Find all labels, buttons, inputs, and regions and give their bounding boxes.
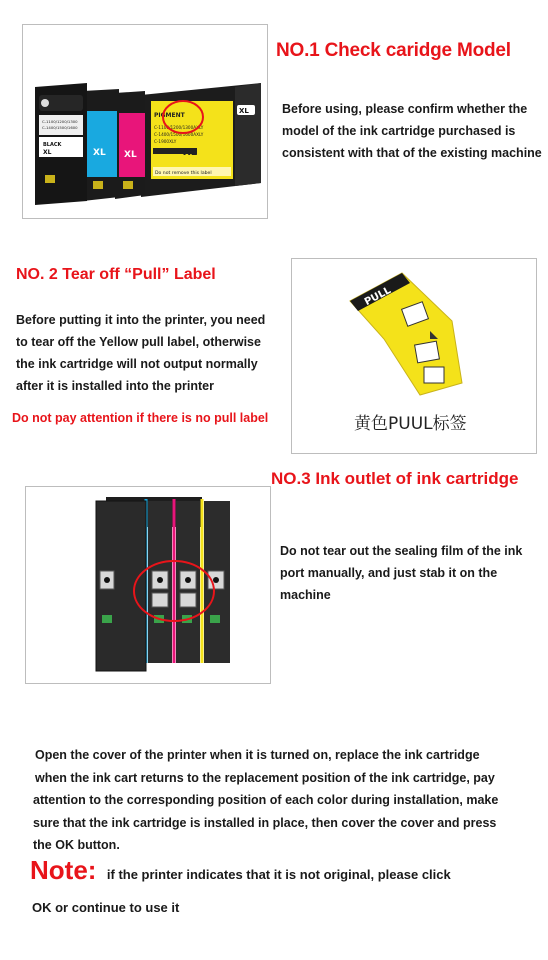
section3-line: Do not tear out the sealing film of the ink <box>280 544 523 558</box>
section1-line: Before using, please confirm whether the <box>282 102 528 116</box>
black-cartridge-graphic <box>35 83 87 205</box>
cartridge-set-illustration <box>23 25 267 218</box>
section1-text <box>282 98 542 164</box>
note-row <box>30 855 451 886</box>
pull-text: PULL <box>362 285 393 308</box>
install-instructions <box>33 744 543 857</box>
svg-text:C-1400/1500/1600AXLY: C-1400/1500/1600AXLY <box>154 132 204 137</box>
note-text: if the printer indicates that it is not original, please click <box>106 867 451 882</box>
svg-text:XL: XL <box>93 148 106 158</box>
svg-text:XL: XL <box>239 107 249 115</box>
note-label: Note: <box>30 855 97 885</box>
section2-line: Before putting it into the printer, you need <box>16 313 266 327</box>
yellow-cartridge-graphic <box>141 83 261 197</box>
section2-line: after it is installed into the printer <box>16 379 214 393</box>
pull-label-illustration <box>292 259 536 409</box>
section3-line: machine <box>280 588 331 602</box>
pigment-label: PIGMENT <box>154 112 185 119</box>
section1-line: model of the ink cartridge purchased is <box>282 124 516 138</box>
install-line: Open the cover of the printer when it is turned on, replace the ink cartridge <box>35 748 480 762</box>
cartridge-model-photo <box>22 24 268 219</box>
section3-title: NO.3 Ink outlet of ink cartridge <box>271 469 519 488</box>
pull-label-note: Do not pay attention if there is no pull label <box>12 411 269 425</box>
svg-text:C-1100/1200/1300: C-1100/1200/1300 <box>42 119 78 124</box>
pull-label-caption: 黄色PUUL标签 <box>354 414 467 434</box>
svg-text:C-1100/1200/1300AXLY: C-1100/1200/1300AXLY <box>154 125 204 130</box>
section1-title: NO.1 Check caridge Model <box>276 40 511 61</box>
section2-line: to tear off the Yellow pull label, otherwise <box>16 335 261 349</box>
install-line: sure that the ink cartridge is installed in place, then cover the cover and press <box>33 815 497 830</box>
do-not-remove-label: Do not remove this label <box>155 171 212 176</box>
install-line: when the ink cart returns to the replacement position of the ink cartridge, pay <box>35 770 495 785</box>
section1-line: consistent with that of the existing machine <box>282 146 542 160</box>
pull-label-photo <box>291 258 537 454</box>
install-line: the OK button. <box>33 838 120 852</box>
section3-line: port manually, and just stab it on the <box>280 566 498 580</box>
cyan-cartridge-graphic <box>83 89 119 201</box>
ink-outlet-illustration <box>26 487 270 683</box>
svg-text:C-1400/1500/1600: C-1400/1500/1600 <box>42 125 78 130</box>
note-text-continued: OK or continue to use it <box>32 900 180 915</box>
svg-text:XL: XL <box>124 150 137 160</box>
install-line: attention to the corresponding position of each color during installation, make <box>33 793 499 807</box>
xl-label: XL <box>43 149 52 156</box>
black-label: BLACK <box>43 142 62 148</box>
section2-title: NO. 2 Tear off “Pull” Label <box>16 266 216 283</box>
section2-text <box>16 309 278 397</box>
section2-line: the ink cartridge will not output normally <box>16 357 258 371</box>
magenta-cartridge-graphic <box>115 91 145 199</box>
section3-text <box>280 540 540 606</box>
svg-text:C-1900XLY: C-1900XLY <box>154 139 177 144</box>
svg-text:XL: XL <box>183 147 198 158</box>
ink-outlet-photo <box>25 486 271 684</box>
